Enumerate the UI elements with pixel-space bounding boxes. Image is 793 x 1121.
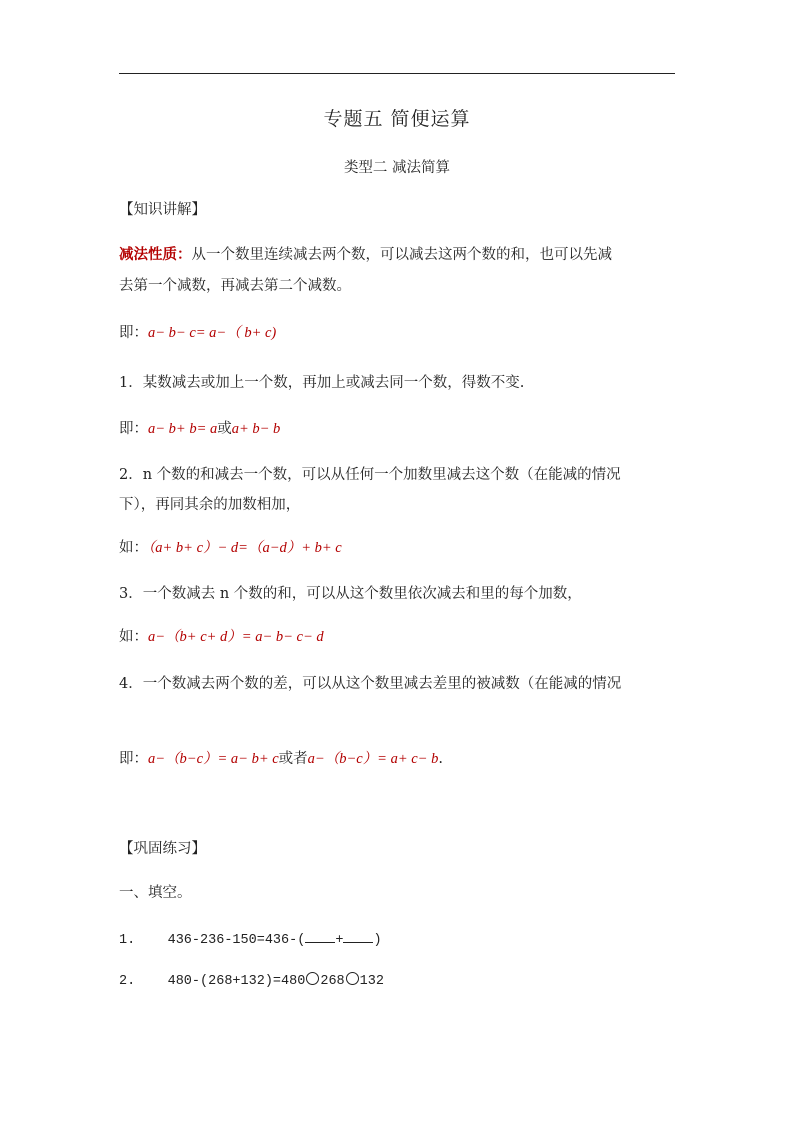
rule-2-line-1: 2．n 个数的和减去一个数，可以从任何一个加数里减去这个数（在能减的情况 bbox=[119, 467, 621, 483]
formula-1-expr-a: a− b+ b= a bbox=[148, 421, 218, 437]
property-line-2: 去第一个减数，再减去第二个减数。 bbox=[119, 278, 351, 294]
page-title: 专题五 简便运算 bbox=[323, 108, 471, 130]
question-1-blank-1[interactable] bbox=[305, 928, 335, 943]
formula-1-expr-b: a+ b− b bbox=[231, 421, 281, 437]
formula-1-prefix: 即： bbox=[119, 421, 148, 437]
property-label: 减法性质： bbox=[119, 246, 192, 263]
rule-3: 3．一个数减去 n 个数的和，可以从这个数里依次减去和里的每个加数， bbox=[119, 586, 582, 602]
formula-2-expr: （a+ b+ c）− d=（a−d）+ b+ c bbox=[148, 540, 342, 556]
formula-4-end: . bbox=[438, 751, 443, 767]
property-line-1 bbox=[119, 245, 612, 265]
question-2-circle-1[interactable] bbox=[306, 972, 319, 985]
practice-header: 【巩固练习】 bbox=[119, 841, 206, 857]
question-1-close: ) bbox=[373, 933, 382, 948]
formula-4-or: 或者 bbox=[278, 751, 308, 767]
question-1-number: 1. bbox=[119, 933, 136, 948]
question-2 bbox=[119, 972, 384, 992]
formula-3-expr: a−（b+ c+ d）= a− b− c− d bbox=[148, 629, 324, 645]
formula-0-expr: a− b− c= a−（ b+ c) bbox=[148, 325, 277, 341]
formula-3-prefix: 如： bbox=[119, 629, 148, 645]
formula-4-expr-b: a−（b−c）= a+ c− b bbox=[307, 751, 439, 767]
question-2-circle-2[interactable] bbox=[346, 972, 359, 985]
question-1 bbox=[119, 928, 382, 951]
formula-0 bbox=[119, 323, 276, 343]
page-subtitle: 类型二 减法简算 bbox=[343, 160, 451, 176]
formula-4-expr-a: a−（b−c）= a− b+ c bbox=[148, 751, 279, 767]
formula-2-prefix: 如： bbox=[119, 540, 148, 556]
knowledge-header: 【知识讲解】 bbox=[119, 202, 206, 218]
rule-4: 4．一个数减去两个数的差，可以从这个数里减去差里的被减数（在能减的情况 bbox=[119, 676, 622, 692]
property-text-1: 从一个数里连续减去两个数，可以减去这两个数的和，也可以先减 bbox=[191, 247, 612, 263]
formula-1-or: 或 bbox=[217, 421, 232, 437]
question-1-blank-2[interactable] bbox=[343, 928, 373, 943]
formula-2 bbox=[119, 538, 342, 558]
rule-2-line-2: 下），再同其余的加数相加， bbox=[119, 497, 301, 513]
question-2-number: 2. bbox=[119, 974, 136, 989]
question-1-plus: + bbox=[335, 933, 344, 948]
formula-1 bbox=[119, 419, 280, 439]
section-1: 一、填空。 bbox=[119, 885, 192, 901]
formula-3 bbox=[119, 627, 324, 647]
question-2-expr: 480-(268+132)=480 bbox=[167, 974, 306, 989]
formula-4-prefix: 即： bbox=[119, 751, 148, 767]
question-1-expr: 436-236-150=436-( bbox=[167, 933, 306, 948]
formula-0-prefix: 即： bbox=[119, 325, 148, 341]
question-2-middle: 268 bbox=[320, 974, 345, 989]
formula-4 bbox=[119, 749, 443, 769]
header-rule bbox=[119, 73, 675, 74]
rule-1: 1．某数减去或加上一个数，再加上或减去同一个数，得数不变. bbox=[119, 375, 525, 391]
question-2-end: 132 bbox=[359, 974, 384, 989]
